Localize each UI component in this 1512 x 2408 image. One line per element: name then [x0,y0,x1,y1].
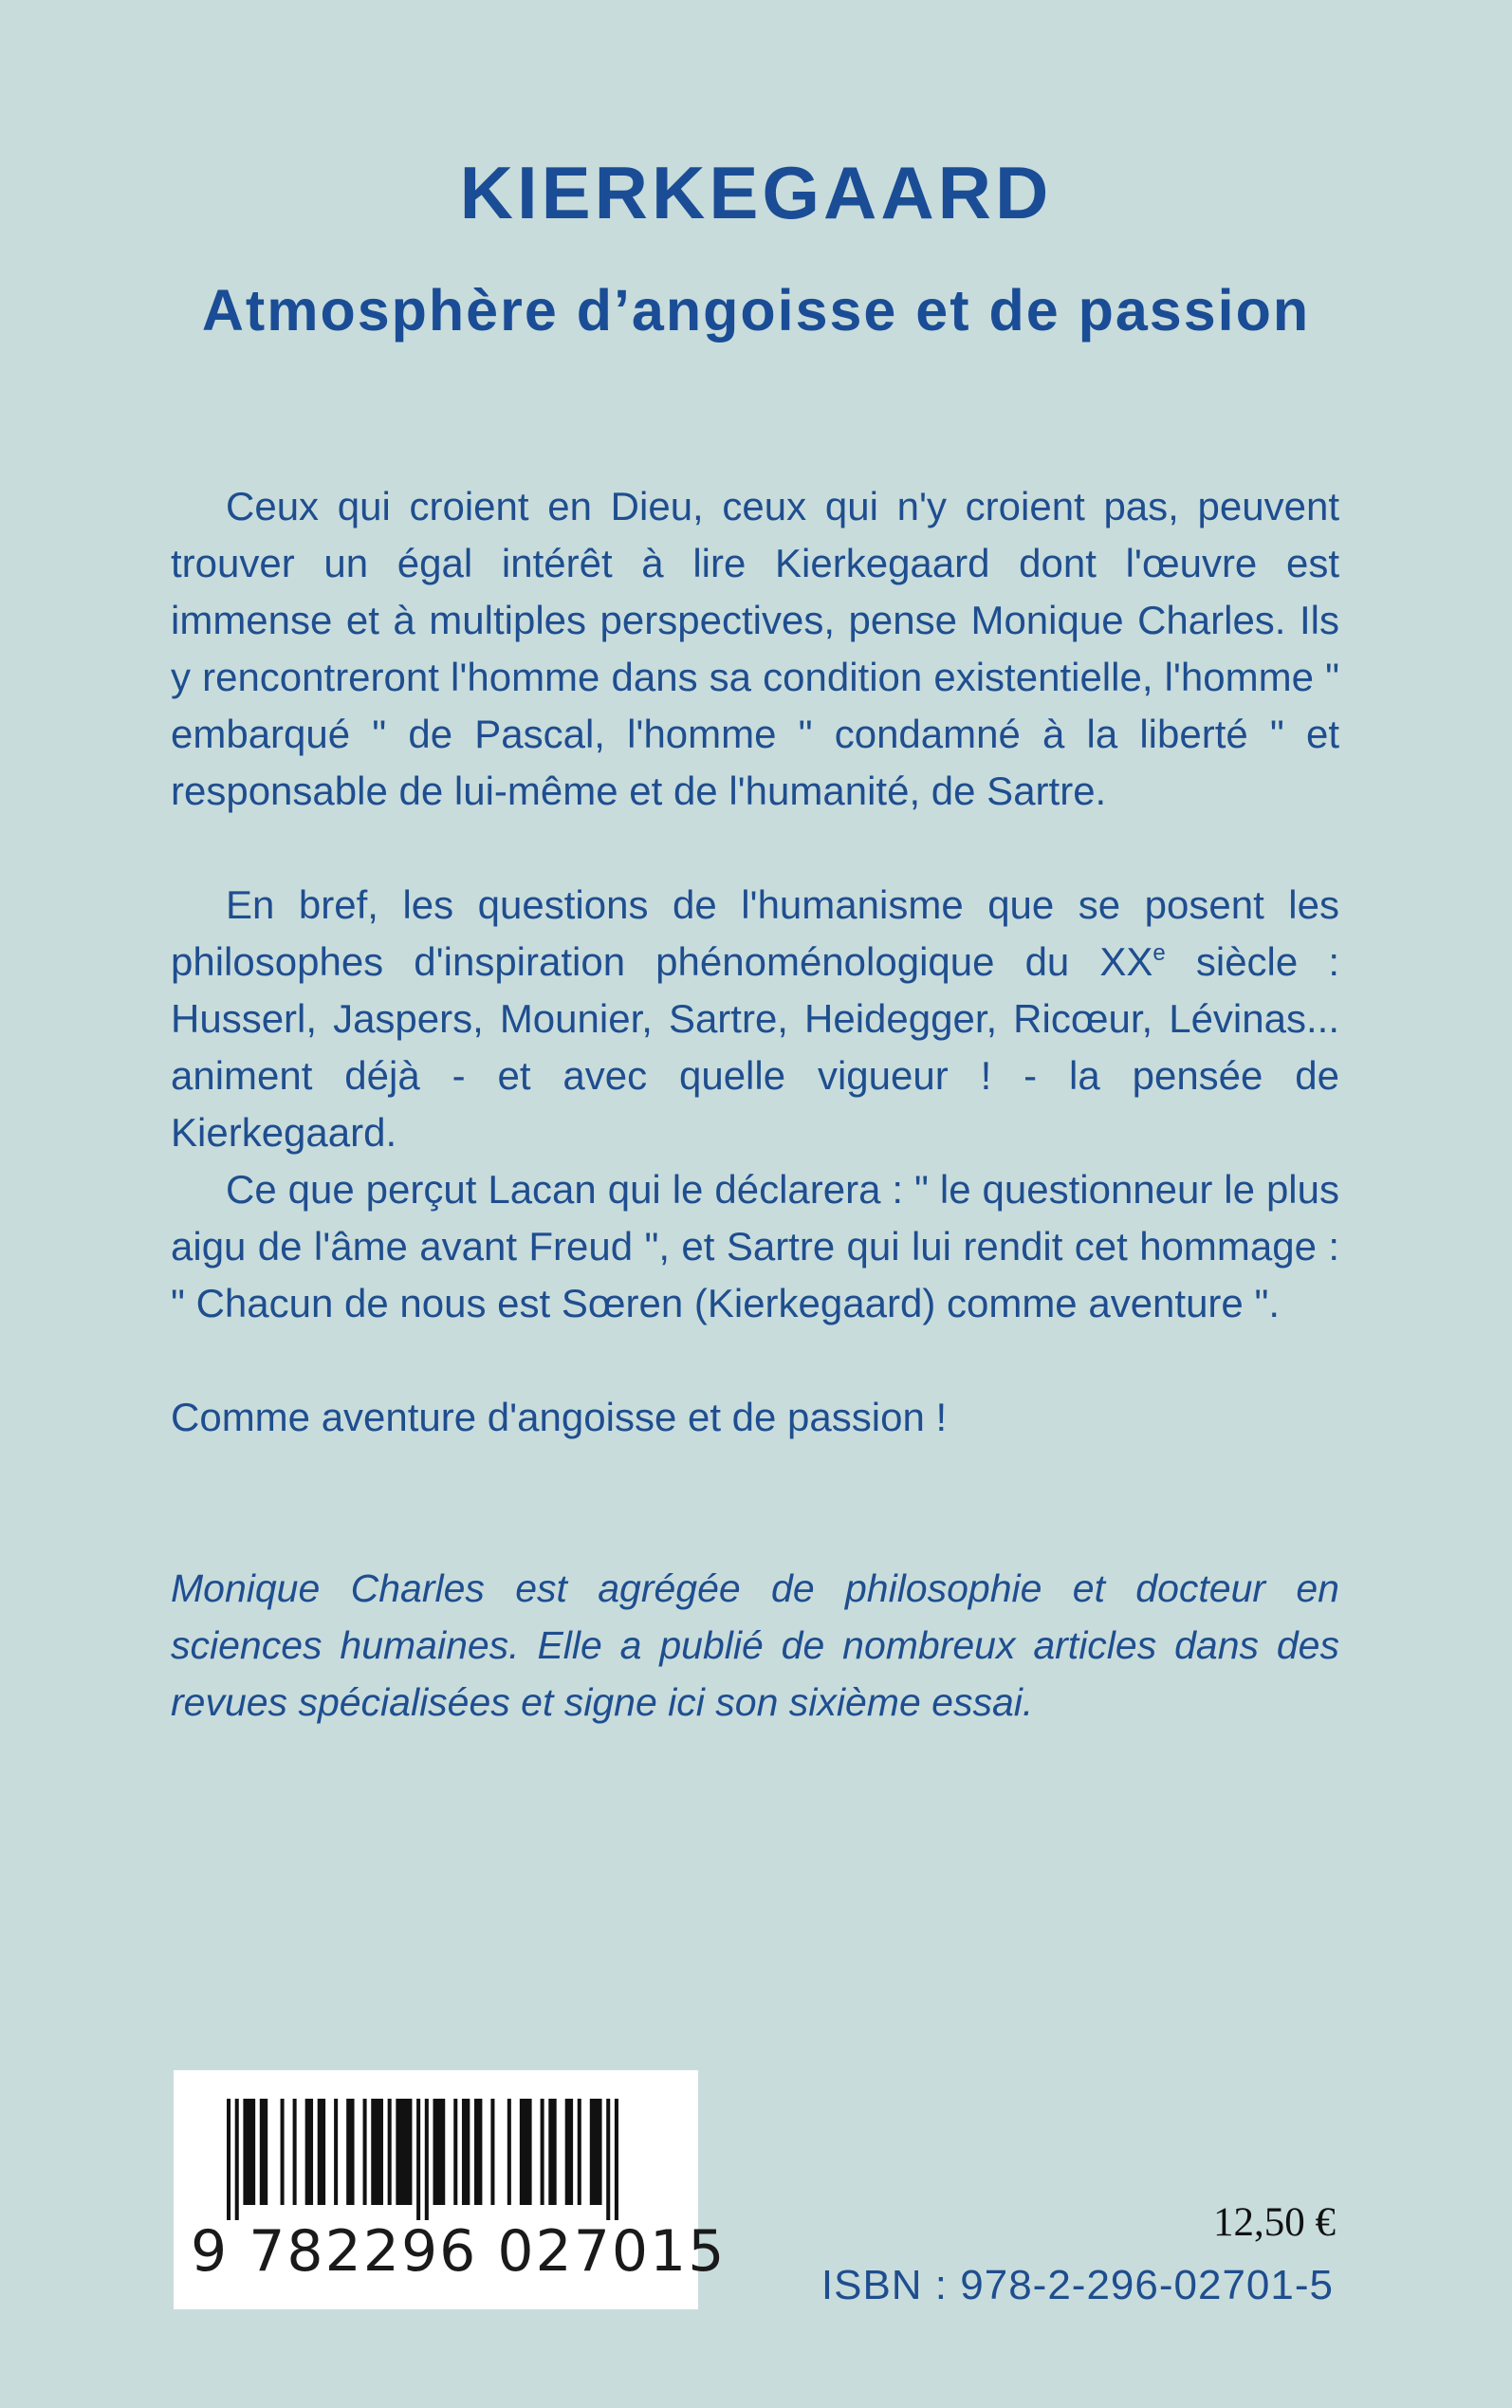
book-title: KIERKEGAARD [459,151,1053,234]
barcode-number: 9 782296 027015 [191,2218,727,2285]
barcode-bar-0 [227,2099,230,2220]
price: 12,50 € [1213,2200,1336,2245]
barcode-bar-21 [507,2099,511,2205]
barcode-bar-6 [305,2099,313,2205]
barcode-bar-22 [520,2099,532,2205]
barcode-bar-17 [453,2099,457,2205]
barcode-bar-10 [363,2099,367,2205]
barcode-bar-14 [416,2099,420,2220]
barcode-bar-24 [548,2099,556,2205]
blurb-closing-line: Comme aventure d'angoisse et de passion ! [171,1395,948,1439]
barcode-bars [227,2099,644,2220]
barcode-bar-7 [318,2099,325,2205]
barcode-bar-1 [235,2099,239,2220]
blurb-paragraph-2-text-a: En bref, les questions de l'humanisme que se posent les philosophes d'inspiration phénoménologique du XX [171,882,1339,984]
barcode-bar-19 [474,2099,482,2205]
barcode-bar-25 [565,2099,573,2205]
isbn: ISBN : 978-2-296-02701-5 [821,2262,1334,2308]
barcode-bar-20 [490,2099,494,2205]
barcode-bar-27 [590,2099,602,2205]
barcode-bar-23 [541,2099,544,2205]
barcode [174,2070,727,2309]
barcode-bar-16 [433,2099,446,2205]
barcode-bar-4 [281,2099,285,2205]
book-subtitle: Atmosphère d’angoisse et de passion [201,278,1311,343]
barcode-bar-29 [615,2099,618,2220]
blurb-paragraph-1: Ceux qui croient en Dieu, ceux qui n'y croient pas, peuvent trouver un égal intérêt à lire Kierkegaard dont l'œuvre est immense et à multiples perspectives, pense Monique Charles. Ils y rencontreront l'homme dans sa condition existentielle, l'homme " embarqué " de Pascal, l'homme " condamné à la liberté " et responsable de lui-même et de l'humanité, de Sartre. [171,484,1339,813]
barcode-bar-12 [388,2099,392,2205]
barcode-bar-3 [260,2099,267,2205]
barcode-bar-8 [334,2099,338,2205]
barcode-bar-9 [346,2099,354,2205]
barcode-bar-13 [396,2099,412,2205]
barcode-bar-28 [606,2099,610,2220]
blurb-paragraph-2-text-b: siècle : Husserl, Jaspers, Mounier, Sartre, Heidegger, Ricœur, Lévinas... animent déjà - et avec quelle vigueur ! - la pensée de Kierkegaard. [171,939,1339,1155]
barcode-bar-15 [425,2099,429,2220]
barcode-bar-18 [462,2099,470,2205]
barcode-bar-26 [578,2099,581,2205]
barcode-bar-2 [243,2099,255,2205]
blurb-paragraph-2 [171,877,1339,1161]
barcode-bar-5 [293,2099,297,2205]
century-superscript: e [1152,940,1166,966]
blurb-paragraph-3: Ce que perçut Lacan qui le déclarera : " le questionneur le plus aigu de l'âme avant Freud ", et Sartre qui lui rendit cet hommage : " Chacun de nous est Sœren (Kierkegaard) comme aventure ". [171,1167,1339,1325]
author-bio: Monique Charles est agrégée de philosophie et docteur en sciences humaines. Elle a publié de nombreux articles dans des revues spécialisées et signe ici son sixième essai. [171,1566,1339,1724]
barcode-bar-11 [371,2099,383,2205]
